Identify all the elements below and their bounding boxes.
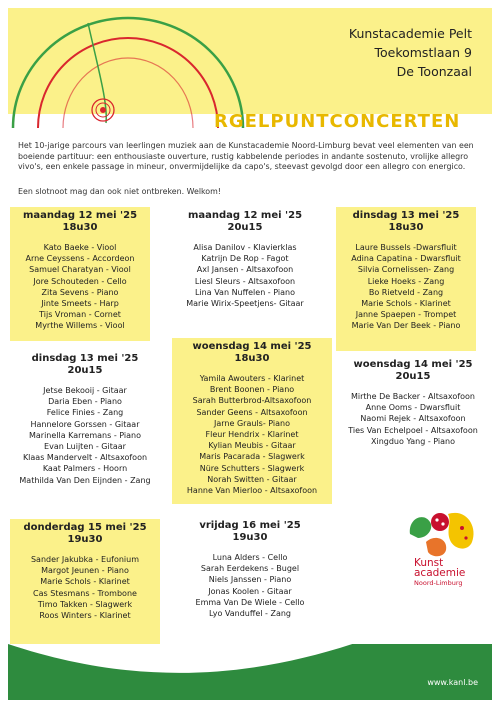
performer: Felice Finies - Zang (46, 408, 124, 418)
website-link[interactable]: www.kanl.be (427, 678, 478, 687)
decorative-arcs (8, 8, 248, 128)
concert-time: 19u30 (232, 532, 268, 543)
concert-block (170, 207, 320, 309)
concert-block (10, 207, 150, 341)
performer: Sarah Butterbrod-Altsaxofoon (192, 396, 312, 406)
performer: Lina Van Nuffelen - Piano (195, 287, 295, 297)
performer: Hanne Van Mierloo - Altsaxofoon (186, 486, 318, 496)
welcome-text: Een slotnoot mag dan ook niet ontbreken. Welkom! (18, 187, 221, 196)
venue-street: Toekomstlaan 9 (374, 45, 472, 60)
performer: Nüre Schutters - Slagwerk (199, 463, 305, 473)
performer: Jore Schouteden - Cello (33, 276, 127, 286)
performer: Anne Ooms - Dwarsfluit (365, 403, 461, 413)
performer: Margot Jeunen - Piano (41, 566, 129, 576)
performer: Silvia Cornelissen- Zang (357, 265, 455, 275)
performer: Timo Takken - Slagwerk (37, 599, 133, 609)
performer: Brent Boonen - Piano (209, 385, 295, 395)
performer: Sander Jakubka - Eufonium (30, 555, 140, 564)
performer: Laure Bussels -Dwarsfluit (355, 243, 457, 252)
performer: Daria Eben - Piano (48, 397, 122, 407)
performer: Katrijn De Rop - Fagot (201, 254, 289, 264)
intro-text (18, 141, 486, 173)
performer: Evan Luijten - Gitaar (44, 442, 126, 452)
concert-day: donderdag 15 mei '25 (23, 522, 147, 533)
performer: Marie Schols - Klarinet (40, 577, 130, 587)
performer: Marie Schols - Klarinet (361, 299, 451, 309)
performer: Axl Jansen - Altsaxofoon (196, 265, 294, 275)
performer: Cas Stesmans - Trombone (33, 588, 137, 598)
concert-day: vrijdag 16 mei '25 (199, 520, 301, 531)
performer: Arne Ceyssens - Accordeon (25, 254, 135, 264)
performer: Roos Winters - Klarinet (39, 611, 131, 621)
performer: Janne Spaepen - Trompet (355, 310, 457, 320)
performer: Yamila Awouters - Klarinet (199, 374, 305, 383)
performer: Klaas Mandervelt - Altsaxofoon (22, 453, 148, 463)
concert-time: 20u15 (227, 222, 263, 233)
concert-time: 20u15 (67, 365, 103, 376)
performer: Niels Janssen - Piano (208, 575, 292, 585)
performer: Samuel Charatyan - Viool (29, 265, 131, 275)
concert-block (10, 519, 160, 647)
page-title: RGELPUNTCONCERTEN (214, 111, 461, 132)
performer: Jinte Smeets - Harp (41, 299, 119, 309)
venue-hall: De Toonzaal (396, 64, 472, 79)
performer: Kato Baeke - Viool (43, 243, 117, 252)
venue-name: Kunstacademie Pelt (348, 26, 472, 41)
footer-band (8, 644, 492, 700)
performer: Marinella Karremans - Piano (28, 430, 142, 440)
performer: Jarne Grauls- Piano (214, 418, 290, 428)
performer: Kylian Meubis - Gitaar (208, 441, 296, 451)
concert-block (10, 350, 160, 486)
performer: Lieke Hoeks - Zang (367, 276, 445, 286)
concert-day: woensdag 14 mei '25 (353, 359, 473, 370)
performer: Sarah Eerdekens - Bugel (200, 564, 300, 574)
footer-wave (8, 644, 492, 700)
concert-block (336, 207, 476, 351)
performer: Jonas Koolen - Gitaar (208, 586, 292, 596)
concert-time: 19u30 (67, 534, 103, 545)
performer: Mathilda Van Den Eijnden - Zang (19, 475, 151, 485)
concert-day: maandag 12 mei '25 (22, 210, 138, 221)
performer: Marie Wirix-Speetjens- Gitaar (186, 299, 304, 309)
performer: Sander Geens - Altsaxofoon (196, 407, 308, 417)
concert-time: 18u30 (62, 222, 98, 233)
performer: Emma Van De Wiele - Cello (195, 597, 305, 607)
concert-block (175, 517, 325, 619)
concert-time: 18u30 (388, 222, 424, 233)
intro-paragraph: Het 10-jarige parcours van leerlingen muziek aan de Kunstacademie Noord-Limburg bevat veel elementen van een boeiende partituur: een enthousiaste ouverture, rustig kabbelende periodes in andante sostenuto, vrolijke allegro vivo's, een enkele passage in mineur, onvermijdelijke da capo's, steevast gevolgd door een allegro con energico. (18, 141, 474, 172)
performer: Bo Rietveld - Zang (368, 287, 444, 297)
concert-block (172, 338, 332, 504)
performer: Alisa Danilov - Klavierklas (193, 243, 297, 252)
logo-line-2: academie (414, 567, 466, 579)
performer: Xingduo Yang - Piano (371, 436, 455, 446)
logo-line-3: Noord-Limburg (414, 579, 463, 587)
academy-logo-text (414, 558, 465, 588)
performer: Adina Capatina - Dwarsfluit (351, 254, 461, 264)
performer: Naomi Rejek - Altsaxofoon (360, 414, 466, 424)
performer: Luna Alders - Cello (212, 553, 288, 562)
venue-address (349, 24, 472, 81)
performer: Zita Sevens - Piano (41, 287, 119, 297)
performer: Marie Van Der Beek - Piano (351, 321, 461, 331)
concert-day: dinsdag 13 mei '25 (31, 353, 139, 364)
concert-day: dinsdag 13 mei '25 (352, 210, 460, 221)
performer: Mirthe De Backer - Altsaxofoon (351, 392, 475, 401)
performer: Ties Van Echelpoel - Altsaxofoon (348, 425, 478, 435)
concert-block (338, 356, 488, 447)
performer: Fleur Hendrix - Klarinet (205, 430, 299, 440)
concert-time: 18u30 (234, 353, 270, 364)
performer: Hannelore Gorssen - Gitaar (30, 419, 140, 429)
performer: Tijs Vroman - Cornet (39, 310, 121, 320)
concert-time: 20u15 (395, 371, 431, 382)
performer: Lyo Vanduffel - Zang (208, 609, 292, 619)
performer: Kaat Palmers - Hoorn (42, 464, 128, 474)
performer: Myrthe Willems - Viool (35, 321, 125, 331)
performer: Maris Pacarada - Slagwerk (199, 452, 305, 462)
performer: Liesl Sleurs - Altsaxofoon (194, 276, 296, 286)
concert-day: maandag 12 mei '25 (187, 210, 303, 221)
logo-line-1: Kunst (414, 557, 444, 569)
concert-day: woensdag 14 mei '25 (192, 341, 312, 352)
performer: Norah Switten - Gitaar (207, 474, 297, 484)
performer: Jetse Bekooij - Gitaar (43, 386, 127, 395)
